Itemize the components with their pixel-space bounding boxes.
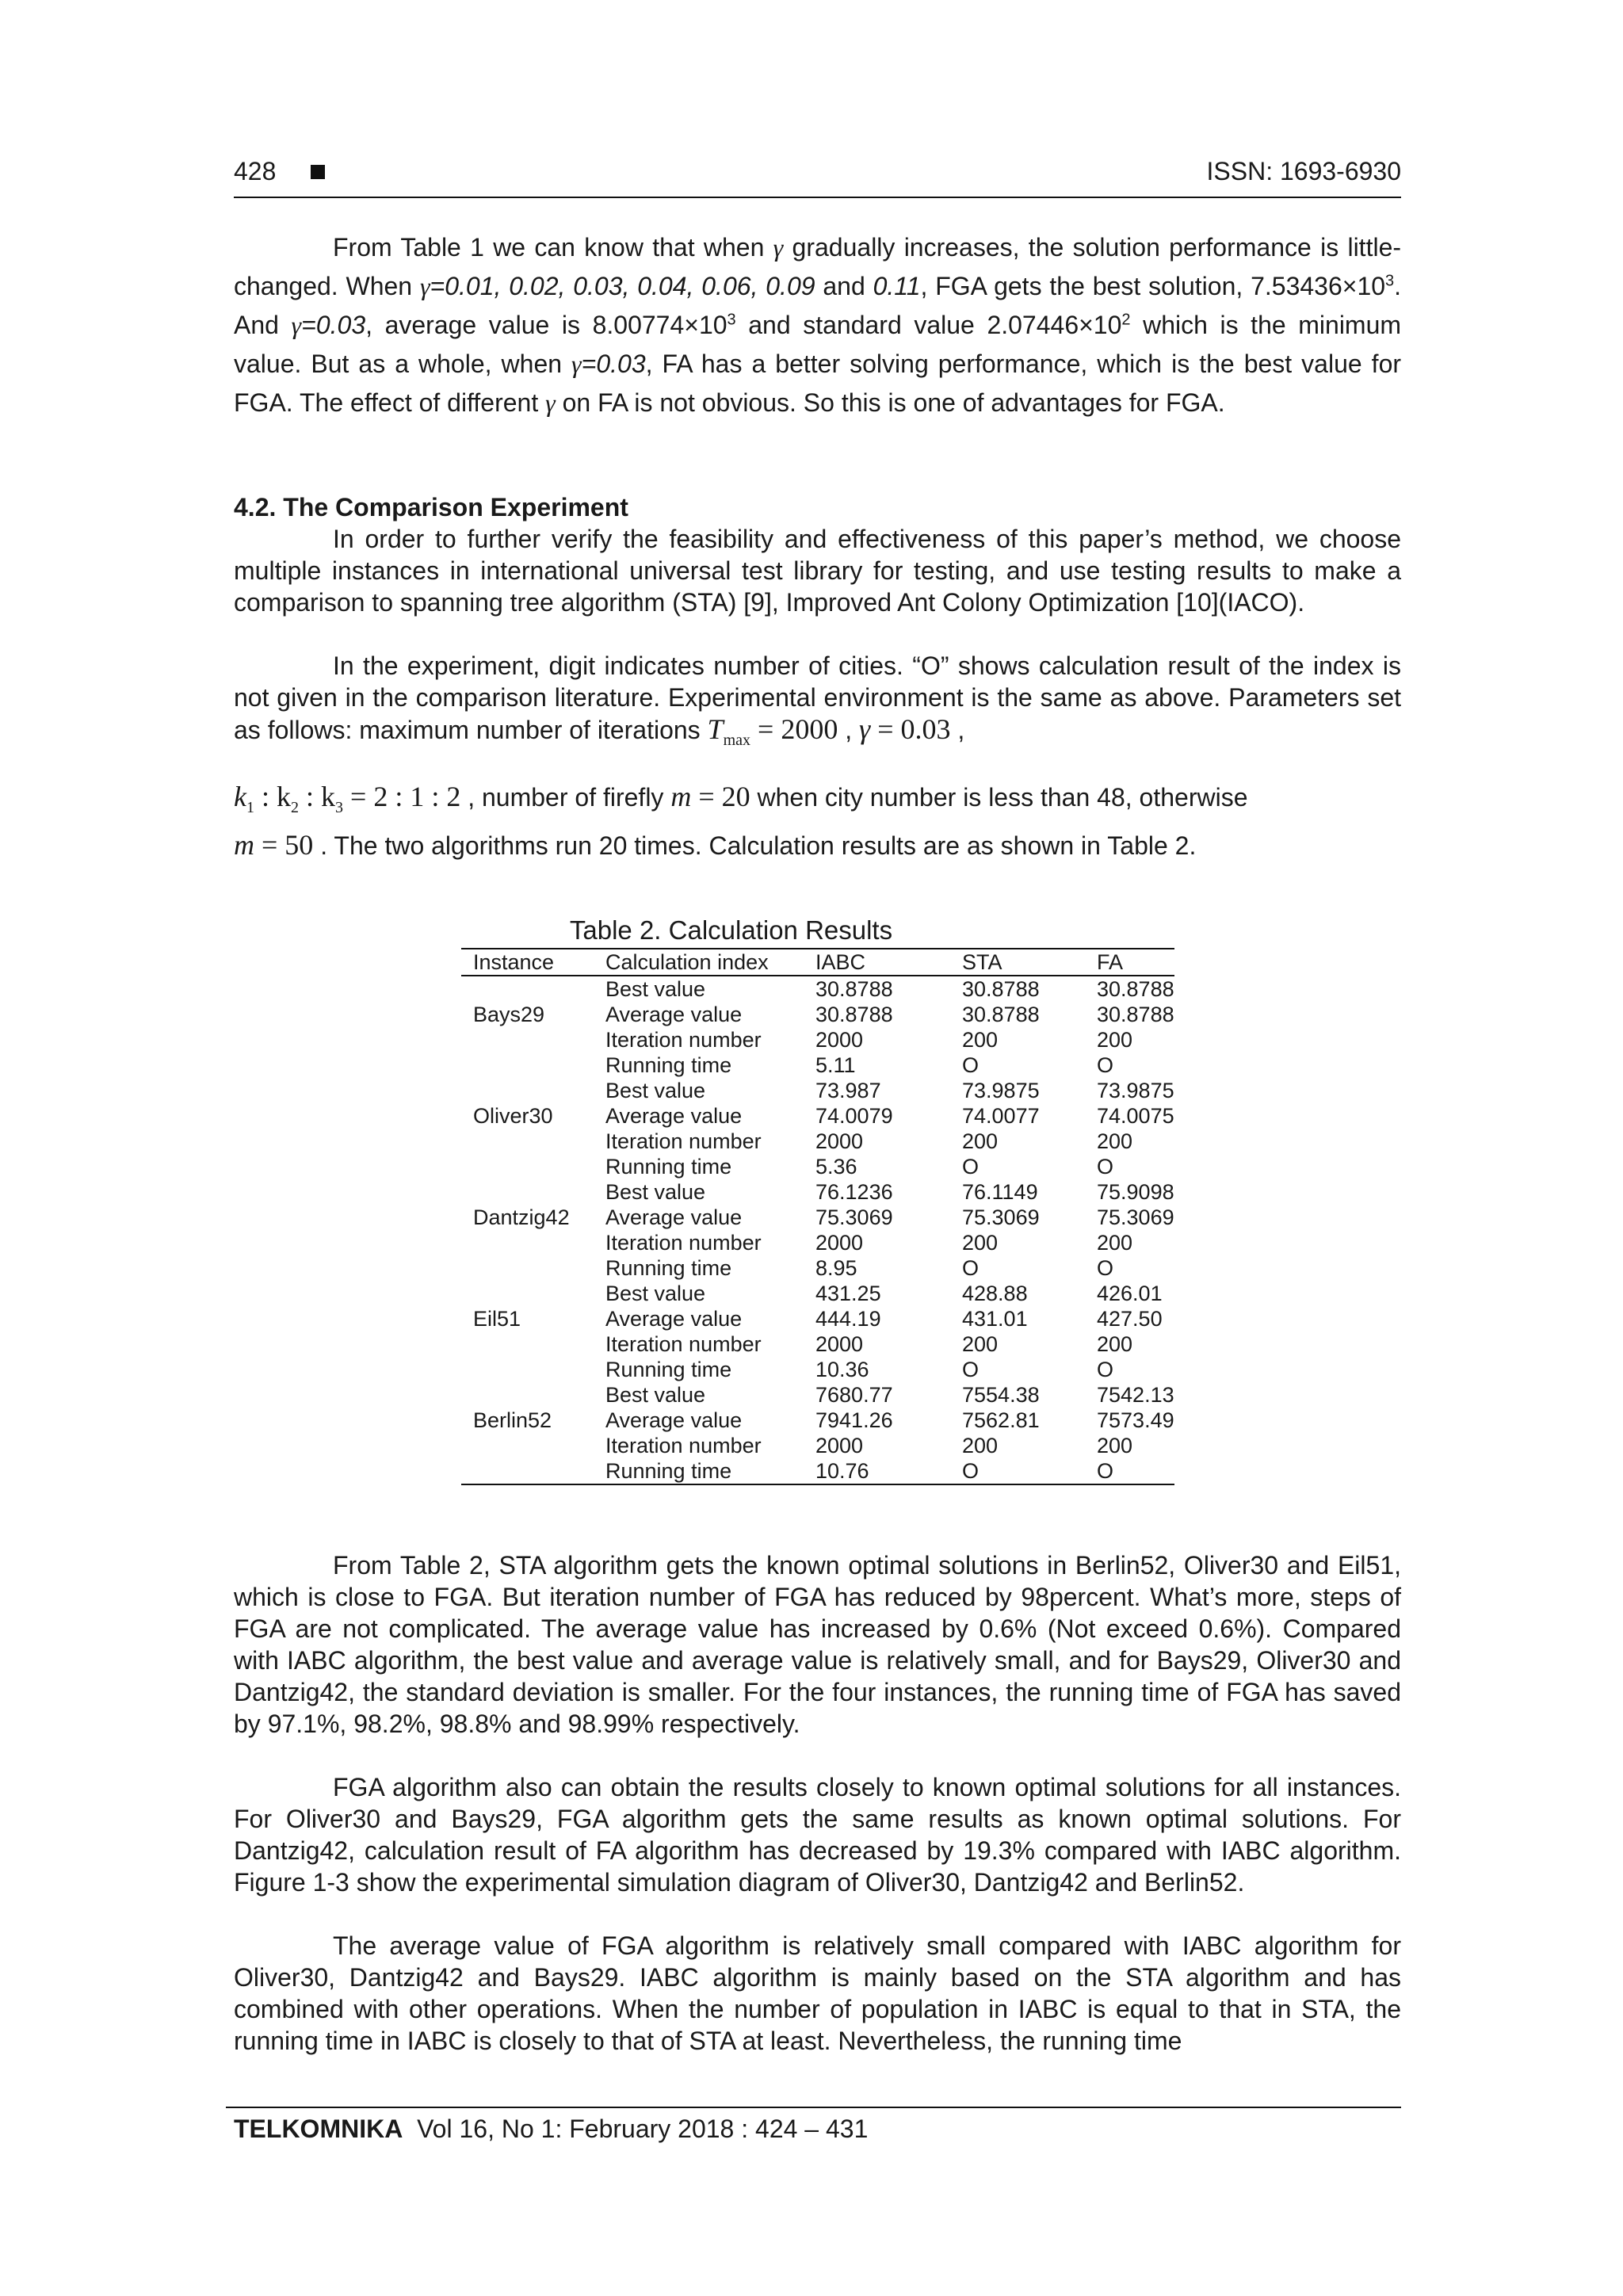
value-cell: 5.11	[815, 1053, 856, 1077]
instance-cell: Eil51	[473, 1307, 521, 1331]
table-row	[461, 1306, 1174, 1331]
value-cell: 74.0077	[962, 1104, 1040, 1128]
col-header-instance: Instance	[461, 949, 594, 976]
value-cell: 7680.77	[815, 1383, 893, 1407]
index-cell: Running time	[605, 1358, 732, 1381]
value-cell: 431.25	[815, 1282, 881, 1305]
value-cell: O	[1097, 1155, 1114, 1179]
value-cell: O	[962, 1358, 980, 1381]
value-cell: 75.3069	[1097, 1205, 1174, 1229]
table-header-row	[461, 949, 1174, 976]
table-row	[461, 1331, 1174, 1357]
value-cell: 2000	[815, 1028, 864, 1052]
index-cell: Iteration number	[605, 1434, 762, 1457]
index-cell: Running time	[594, 1458, 804, 1484]
footer	[234, 2115, 868, 2144]
table-row	[461, 1255, 1174, 1281]
header-square-icon	[311, 165, 325, 179]
value-cell: 2000	[815, 1129, 864, 1153]
instance-cell	[461, 1281, 594, 1306]
instance-cell	[461, 1179, 594, 1205]
section-heading: 4.2. The Comparison Experiment	[234, 493, 628, 521]
paragraph-average-value: The average value of FGA algorithm is relatively small compared with IABC algorithm for Oliver30, Dantzig42 and Bays29. IABC algorithm is mainly based on the STA algorithm and has combined with other operations. When the number of population in IABC is equal to that in STA, the running time in IABC is closely to that of STA at least. Nevertheless, the running time	[234, 1931, 1401, 2055]
index-cell: Running time	[605, 1155, 732, 1179]
paragraph-comparison-intro: In order to further verify the feasibility and effectiveness of this paper’s method, we choose multiple instances in international universal test library for testing, and use testing results to make a comparison to spanning tree algorithm (STA) [9], Improved Ant Colony Optimization [10](IACO).	[234, 525, 1401, 617]
index-cell: Running time	[605, 1053, 732, 1077]
instance-cell	[461, 1382, 594, 1408]
instance-cell	[461, 1331, 594, 1357]
instance-cell: Dantzig42	[473, 1205, 570, 1229]
value-cell: 200	[962, 1231, 999, 1255]
value-cell: 74.0075	[1097, 1104, 1174, 1128]
index-cell: Iteration number	[605, 1332, 762, 1356]
value-cell: O	[950, 1458, 1085, 1484]
table-row	[461, 976, 1174, 1002]
value-cell: 200	[962, 1028, 999, 1052]
value-cell: 200	[962, 1332, 999, 1356]
value-cell: 7941.26	[815, 1408, 893, 1432]
gamma-symbol: γ	[773, 233, 784, 262]
index-cell: Average value	[605, 1104, 743, 1128]
value-cell: 5.36	[815, 1155, 857, 1179]
value-cell: 7542.13	[1097, 1383, 1174, 1407]
value-cell: 73.987	[815, 1079, 881, 1102]
issue-info: Vol 16, No 1: February 2018 : 424 – 431	[417, 2115, 869, 2143]
value-cell: 2000	[815, 1231, 864, 1255]
instance-cell	[461, 1255, 594, 1281]
value-cell: 200	[1097, 1231, 1133, 1255]
value-cell: 73.9875	[962, 1079, 1040, 1102]
instance-cell	[461, 1433, 594, 1458]
value-cell: O	[1097, 1053, 1114, 1077]
value-cell: 8.95	[815, 1256, 857, 1280]
index-cell: Iteration number	[605, 1028, 762, 1052]
paragraph-fga-results: FGA algorithm also can obtain the results closely to known optimal solutions for all instances. For Oliver30 and Bays29, FGA algorithm gets the same results as known optimal solutions. For Dantzig42, calculation result of FA algorithm has decreased by 19.3% compared with IABC algorithm. Figure 1-3 show the experimental simulation diagram of Oliver30, Dantzig42 and Berlin52.	[234, 1773, 1401, 1897]
index-cell: Best value	[605, 977, 706, 1001]
value-cell: 200	[1097, 1129, 1133, 1153]
table-row	[461, 1408, 1174, 1433]
table-caption: Table 2. Calculation Results	[569, 915, 893, 945]
value-cell: 444.19	[815, 1307, 881, 1331]
value-cell: 431.01	[962, 1307, 1028, 1331]
paragraph-table-discussion: From Table 2, STA algorithm gets the known optimal solutions in Berlin52, Oliver30 and Eil51, which is close to FGA. But iteration number of FGA has reduced by 98percent. What’s more, steps of FGA are not complicated. The average value has increased by 0.6% (Not exceed 0.6%). Compared with IABC algorithm, the best value and average value is relatively small, and for Bays29, Oliver30 and Dantzig42, the standard deviation is smaller. For the four instances, the running time of FGA has saved by 97.1%, 98.2%, 98.8% and 98.99% respectively.	[234, 1551, 1401, 1738]
value-cell: 74.0079	[815, 1104, 893, 1128]
calculation-results-table	[461, 948, 1174, 1485]
table-row	[461, 1129, 1174, 1154]
col-header-iabc: IABC	[804, 949, 950, 976]
table-row	[461, 1433, 1174, 1458]
value-cell: 30.8788	[962, 977, 1040, 1001]
table-row	[461, 1205, 1174, 1230]
value-cell: O	[962, 1256, 980, 1280]
value-cell: 426.01	[1097, 1282, 1163, 1305]
value-cell: 75.3069	[815, 1205, 893, 1229]
value-cell: O	[962, 1053, 980, 1077]
page-number: 428	[234, 157, 277, 185]
value-cell: 75.9098	[1097, 1180, 1174, 1204]
index-cell: Best value	[605, 1180, 706, 1204]
index-cell: Average value	[605, 1307, 743, 1331]
index-cell: Average value	[605, 1408, 743, 1432]
table-row	[461, 1154, 1174, 1179]
instance-cell	[461, 1154, 594, 1179]
index-cell: Best value	[605, 1282, 706, 1305]
instance-cell	[461, 1027, 594, 1052]
journal-name: TELKOMNIKA	[234, 2115, 403, 2143]
index-cell: Best value	[605, 1383, 706, 1407]
instance-cell: Oliver30	[473, 1104, 553, 1128]
col-header-index: Calculation index	[594, 949, 804, 976]
table-row	[461, 1052, 1174, 1078]
instance-cell	[461, 1230, 594, 1255]
value-cell: O	[962, 1155, 980, 1179]
value-cell: O	[1097, 1256, 1114, 1280]
value-cell: 75.3069	[962, 1205, 1040, 1229]
table-row	[461, 1002, 1174, 1027]
instance-cell	[461, 1357, 594, 1382]
table-row	[461, 1027, 1174, 1052]
instance-cell	[461, 1129, 594, 1154]
instance-cell	[461, 1052, 594, 1078]
table-row	[461, 1382, 1174, 1408]
value-cell: 7573.49	[1097, 1408, 1174, 1432]
paragraph-gamma-discussion: From Table 1 we can know that when γ gradually increases, the solution performance is little-changed. When γ=0.01, 0.02, 0.03, 0.04, 0.06, 0.09 and 0.11, FGA gets the best solution, $7.53436\times 10^3$. And γ=0.03, average value is $8.00774\times 10^3$ and standard value $2.07446\times 10^2$ which is the minimum value. But as a whole, when γ=0.03, FA has a better solving performance, which is the best value for FGA. The effect of different γ on FA is not obvious. So this is one of advantages for FGA.	[234, 233, 1402, 417]
table-row	[461, 1179, 1174, 1205]
value-cell: 200	[1097, 1028, 1133, 1052]
header-rule	[234, 197, 1401, 198]
issn: ISSN: 1693-6930	[1206, 157, 1401, 185]
value-cell: 200	[1097, 1434, 1133, 1457]
value-cell: 427.50	[1097, 1307, 1163, 1331]
value-cell: 7562.81	[962, 1408, 1040, 1432]
value-cell: 7554.38	[962, 1383, 1040, 1407]
value-cell: 30.8788	[962, 1003, 1040, 1026]
instance-cell	[461, 1458, 594, 1484]
paragraph-parameters: In the experiment, digit indicates number of cities. “O” shows calculation result of the index is not given in the comparison literature. Experimental environment is the same as above. Parameters set as follows: maximum number of iterations $T_{max} = 2000$ , γ = 0.03 ,	[234, 651, 1402, 750]
value-cell: 10.36	[815, 1358, 869, 1381]
value-cell: O	[1097, 1358, 1114, 1381]
value-cell: 30.8788	[815, 977, 893, 1001]
index-cell: Iteration number	[605, 1129, 762, 1153]
value-cell: 30.8788	[1097, 977, 1174, 1001]
instance-cell: Berlin52	[473, 1408, 552, 1432]
index-cell: Average value	[605, 1205, 743, 1229]
value-cell: 200	[962, 1129, 999, 1153]
footer-rule	[226, 2107, 1401, 2108]
table-row	[461, 1281, 1174, 1306]
value-cell: 200	[1097, 1332, 1133, 1356]
value-cell: O	[1085, 1458, 1174, 1484]
index-cell: Average value	[605, 1003, 743, 1026]
value-cell: 428.88	[962, 1282, 1028, 1305]
index-cell: Iteration number	[605, 1231, 762, 1255]
value-cell: 76.1149	[962, 1180, 1038, 1204]
paragraph-parameters-cont: $k_1$ : $k_2$ : $k_3 = 2$ : 1 : 2 , number of firefly m = 20 when city number is less than 48, otherwise m = 50 . The two algorithms run 20 times. Calculation results are as shown in Table 2.	[234, 781, 1248, 861]
instance-cell	[461, 976, 594, 1002]
value-cell: 10.76	[804, 1458, 950, 1484]
index-cell: Running time	[605, 1256, 732, 1280]
value-cell: 76.1236	[815, 1180, 893, 1204]
table-row	[461, 1078, 1174, 1103]
index-cell: Best value	[605, 1079, 706, 1102]
value-cell: 30.8788	[815, 1003, 893, 1026]
table-row	[461, 1230, 1174, 1255]
value-cell: 2000	[815, 1434, 864, 1457]
value-cell: 30.8788	[1097, 1003, 1174, 1026]
col-header-fa: FA	[1085, 949, 1174, 976]
col-header-sta: STA	[950, 949, 1085, 976]
instance-cell: Bays29	[473, 1003, 545, 1026]
table-row	[461, 1357, 1174, 1382]
table-row	[461, 1458, 1174, 1484]
value-cell: 2000	[815, 1332, 864, 1356]
value-cell: 200	[962, 1434, 999, 1457]
instance-cell	[461, 1078, 594, 1103]
table-row	[461, 1103, 1174, 1129]
value-cell: 73.9875	[1097, 1079, 1174, 1102]
